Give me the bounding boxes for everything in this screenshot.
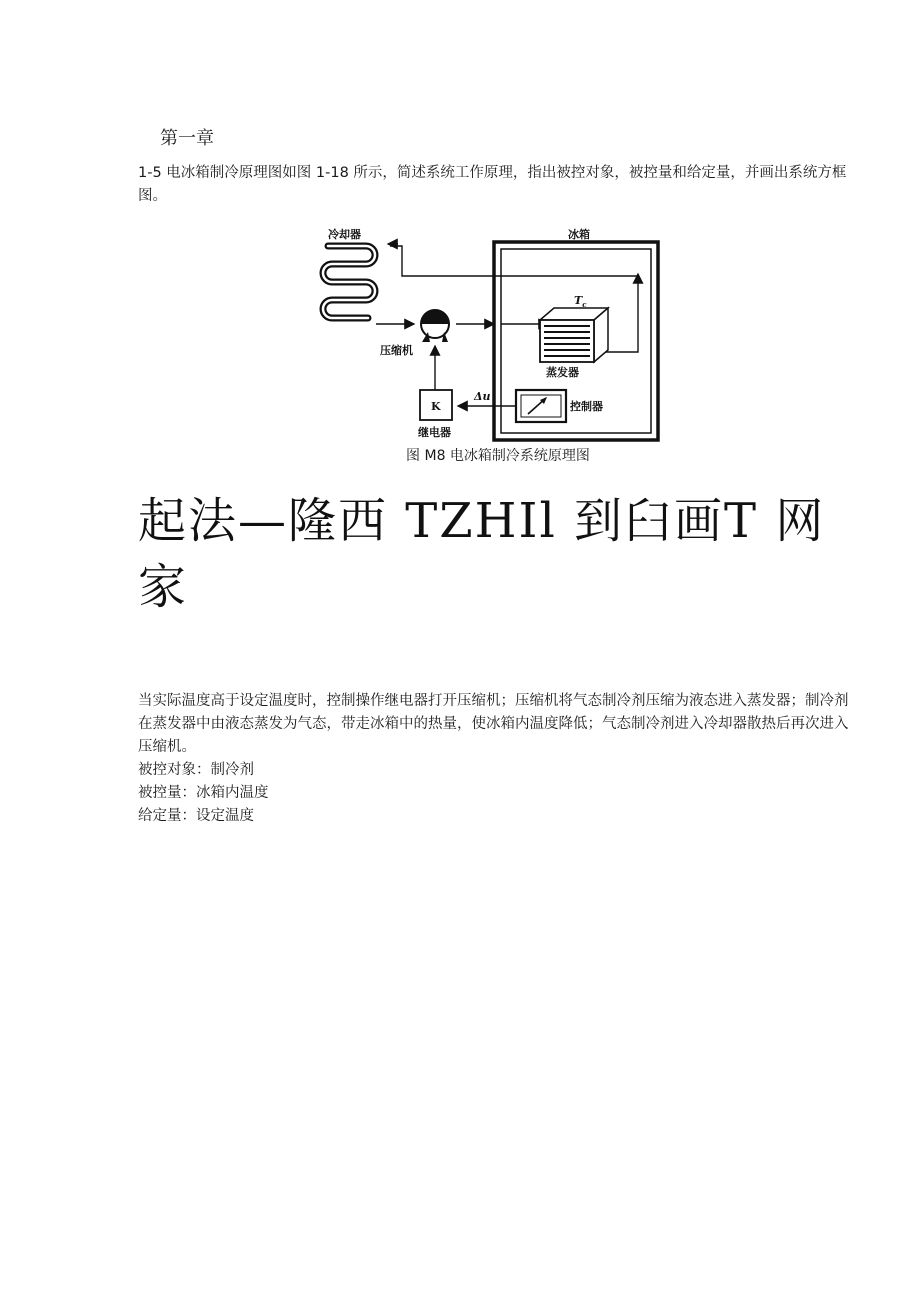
- label-cooler: 冷却器: [328, 228, 361, 241]
- label-relay-symbol: K: [431, 400, 441, 413]
- label-relay: 继电器: [418, 426, 451, 439]
- label-evaporator: 蒸发器: [546, 366, 579, 379]
- label-controller: 控制器: [570, 400, 603, 413]
- working-principle: 当实际温度高于设定温度时，控制操作继电器打开压缩机；压缩机将气态制冷剂压缩为液态进入蒸发器；制冷剂在蒸发器中由液态蒸发为气态，带走冰箱中的热量，使冰箱内温度降低；气态制冷剂进入冷却器散热后再次进入压缩机。: [138, 693, 849, 755]
- controlled-variable: 被控量：冰箱内温度: [138, 785, 269, 801]
- label-temperature: $T_c$: [574, 294, 587, 309]
- controlled-object: 被控对象：制冷剂: [138, 762, 254, 778]
- refrigerator-diagram: [318, 224, 664, 444]
- chapter-title: 第一章: [160, 128, 214, 149]
- answer-section: [138, 690, 860, 828]
- reference-input: 给定量：设定温度: [138, 808, 254, 824]
- garbled-ocr-line: 起法—隆西 TZHIl 到臼画T 网家: [138, 493, 826, 615]
- controller-icon: [516, 390, 566, 422]
- label-compressor: 压缩机: [380, 344, 413, 357]
- label-delta-u: Δu: [474, 390, 491, 403]
- figure-caption: 图 M8 电冰箱制冷系统原理图: [406, 448, 590, 464]
- label-fridge: 冰箱: [568, 228, 590, 241]
- compressor-icon: [421, 310, 449, 342]
- diagram-svg: [318, 224, 664, 444]
- question-text: 1-5 电冰箱制冷原理图如图 1-18 所示，简述系统工作原理，指出被控对象，被控量和给定量，并画出系统方框图。: [138, 165, 847, 204]
- evaporator-icon: [540, 308, 608, 362]
